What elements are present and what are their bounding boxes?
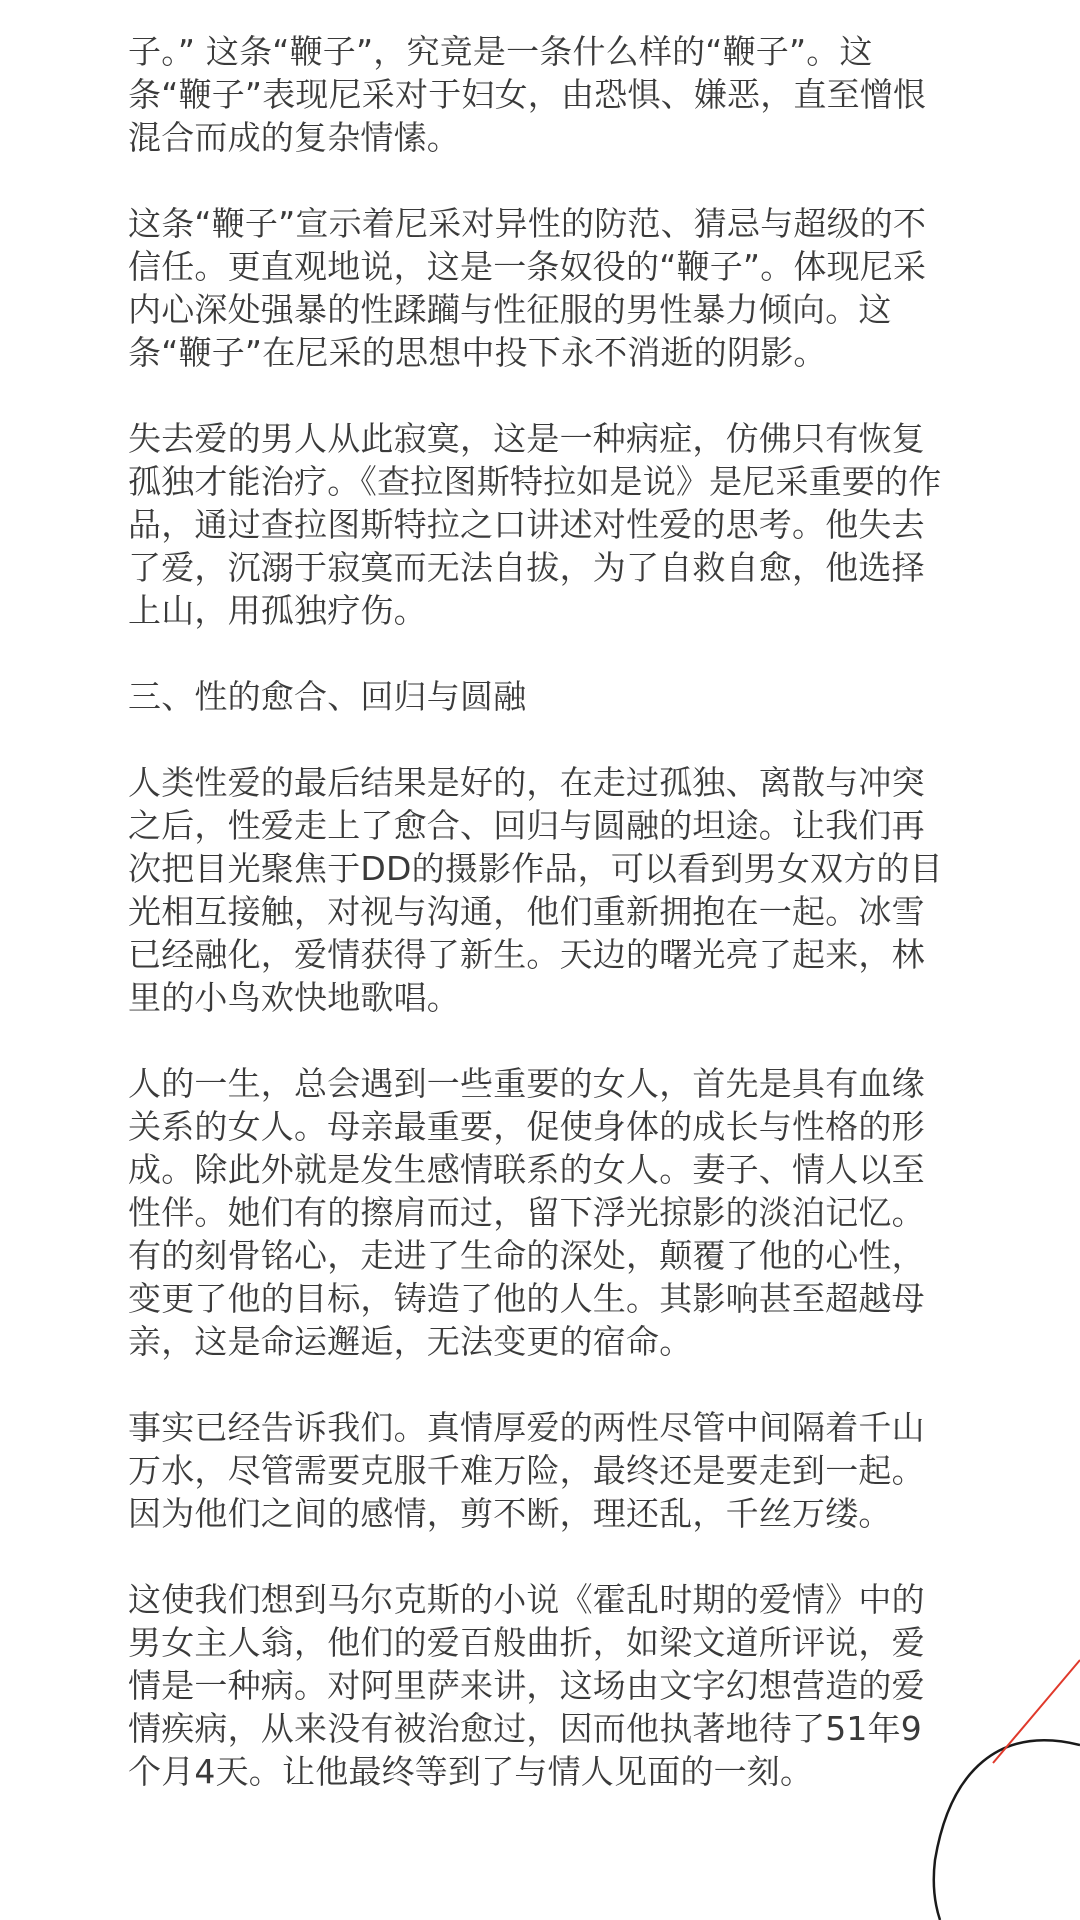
article-paragraph: 事实已经告诉我们。真情厚爱的两性尽管中间隔着千山万水，尽管需要克服千难万险，最终还是要走到一起。因为他们之间的感情，剪不断，理还乱，千丝万缕。 bbox=[128, 1408, 925, 1533]
section-heading: 三、性的愈合、回归与圆融 bbox=[128, 677, 527, 716]
annotation-circle bbox=[934, 1740, 1080, 1920]
article-paragraph: 这使我们想到马尔克斯的小说《霍乱时期的爱情》中的男女主人翁，他们的爱百般曲折，如梁文道所评说，爱情是一种病。对阿里萨来讲，这场由文字幻想营造的爱情疾病，从来没有被治愈过，因而他执著地待了51年9个月4天。让他最终等到了与情人见面的一刻。 bbox=[128, 1580, 925, 1791]
article-paragraph: 这条“鞭子”宣示着尼采对异性的防范、猜忌与超级的不信任。更直观地说，这是一条奴役的“鞭子”。体现尼采内心深处强暴的性蹂躏与性征服的男性暴力倾向。这条“鞭子”在尼采的思想中投下永不消逝的阴影。 bbox=[128, 204, 927, 372]
article-paragraph: 人类性爱的最后结果是好的，在走过孤独、离散与冲突之后，性爱走上了愈合、回归与圆融的坦途。让我们再次把目光聚焦于DD的摄影作品，可以看到男女双方的目光相互接触，对视与沟通，他们重新拥抱在一起。冰雪已经融化，爱情获得了新生。天边的曙光亮了起来，林里的小鸟欢快地歌唱。 bbox=[128, 763, 943, 1017]
article-body bbox=[128, 30, 948, 1793]
annotation-line bbox=[993, 1660, 1080, 1763]
article-paragraph: 人的一生，总会遇到一些重要的女人，首先是具有血缘关系的女人。母亲最重要，促使身体的成长与性格的形成。除此外就是发生感情联系的女人。妻子、情人以至性伴。她们有的擦肩而过，留下浮光掠影的淡泊记忆。有的刻骨铭心，走进了生命的深处，颠覆了他的心性，变更了他的目标，铸造了他的人生。其影响甚至超越母亲，这是命运邂逅，无法变更的宿命。 bbox=[128, 1064, 925, 1361]
article-paragraph: 子。” 这条“鞭子”，究竟是一条什么样的“鞭子”。这条“鞭子”表现尼采对于妇女，由恐惧、嫌恶，直至憎恨混合而成的复杂情愫。 bbox=[128, 32, 927, 157]
article-paragraph: 失去爱的男人从此寂寞，这是一种病症，仿佛只有恢复孤独才能治疗。《查拉图斯特拉如是说》是尼采重要的作品，通过查拉图斯特拉之口讲述对性爱的思考。他失去了爱，沉溺于寂寞而无法自拔，为了自救自愈，他选择上山，用孤独疗伤。 bbox=[128, 419, 942, 630]
